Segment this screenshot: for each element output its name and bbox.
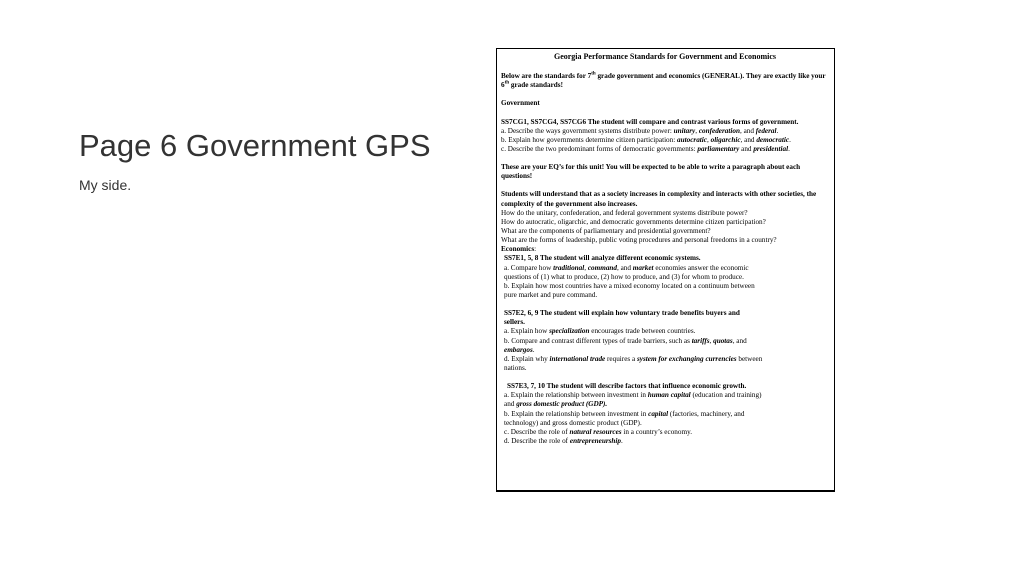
e3-item-a-cont: and gross domestic product (GDP).	[504, 400, 608, 409]
essential-question: How do autocratic, oligarchic, and democratic governments determine citizen participation?	[501, 217, 766, 226]
essential-question: How do the unitary, confederation, and federal government systems distribute power?	[501, 208, 748, 217]
e3-item-b-cont: technology) and gross domestic product (GDP).	[504, 418, 642, 427]
slide-subtitle: My side.	[79, 177, 132, 193]
e2-item-a: a. Explain how specialization encourages trade between countries.	[504, 327, 696, 336]
essential-question: What are the components of parliamentary and presidential government?	[501, 226, 711, 235]
government-label: Government	[501, 99, 540, 108]
e3-item-b: b. Explain the relationship between investment in capital (factories, machinery, and	[504, 409, 745, 418]
government-item-a: a. Describe the ways government systems distribute power: unitary, confederation, and federal.	[501, 126, 779, 135]
e1-item-a-cont: questions of (1) what to produce, (2) how to produce, and (3) for whom to produce.	[504, 272, 744, 281]
understanding-statement: Students will understand that as a society increases in complexity and interacts with other societies, the complexity of the government also increases.	[501, 190, 817, 208]
e1-item-b-cont: pure market and pure command.	[504, 290, 598, 299]
e2-item-d-cont: nations.	[504, 363, 527, 372]
e3-item-a: a. Explain the relationship between investment in human capital (education and training)	[504, 391, 762, 400]
document-heading: Georgia Performance Standards for Government and Economics	[553, 52, 777, 61]
economics-standard-e2-cont: sellers.	[504, 318, 525, 327]
economics-standard-e3: SS7E3, 7, 10 The student will describe factors that influence economic growth.	[507, 382, 747, 391]
e1-item-a: a. Compare how traditional, command, and market economies answer the economic	[504, 263, 749, 272]
economics-standard-e1: SS7E1, 5, 8 The student will analyze different economic systems.	[504, 254, 701, 263]
e2-item-d: d. Explain why international trade requires a system for exchanging currencies between	[504, 354, 763, 363]
economics-label: Economics:	[501, 245, 537, 254]
economics-standard-e2: SS7E2, 6, 9 The student will explain how voluntary trade benefits buyers and	[504, 309, 740, 318]
e3-item-c: c. Describe the role of natural resources in a country’s economy.	[504, 427, 692, 436]
essential-question: What are the forms of leadership, public voting procedures and personal freedoms in a country?	[501, 236, 777, 245]
government-item-b: b. Explain how governments determine citizen participation: autocratic, oligarchic, and democratic.	[501, 135, 791, 144]
eq-note: These are your EQ’s for this unit! You will be expected to be able to write a paragraph about each questions!	[501, 163, 801, 181]
e3-item-d: d. Describe the role of entrepreneurship.	[504, 436, 623, 445]
e2-item-b-cont: embargos.	[504, 345, 535, 354]
slide-title: Page 6 Government GPS	[79, 128, 431, 163]
e1-item-b: b. Explain how most countries have a mixed economy located on a continuum between	[504, 281, 755, 290]
e2-item-b: b. Compare and contrast different types of trade barriers, such as tariffs, quotas, and	[504, 336, 747, 345]
government-item-c: c. Describe the two predominant forms of democratic governments: parliamentary and presidential.	[501, 145, 790, 153]
intro-paragraph: Below are the standards for 7th grade government and economics (GENERAL). They are exactly like your 6th grade standards!	[501, 71, 826, 90]
government-standard: SS7CG1, SS7CG4, SS7CG6 The student will compare and contrast various forms of government.	[501, 117, 799, 126]
standards-document	[496, 48, 835, 492]
